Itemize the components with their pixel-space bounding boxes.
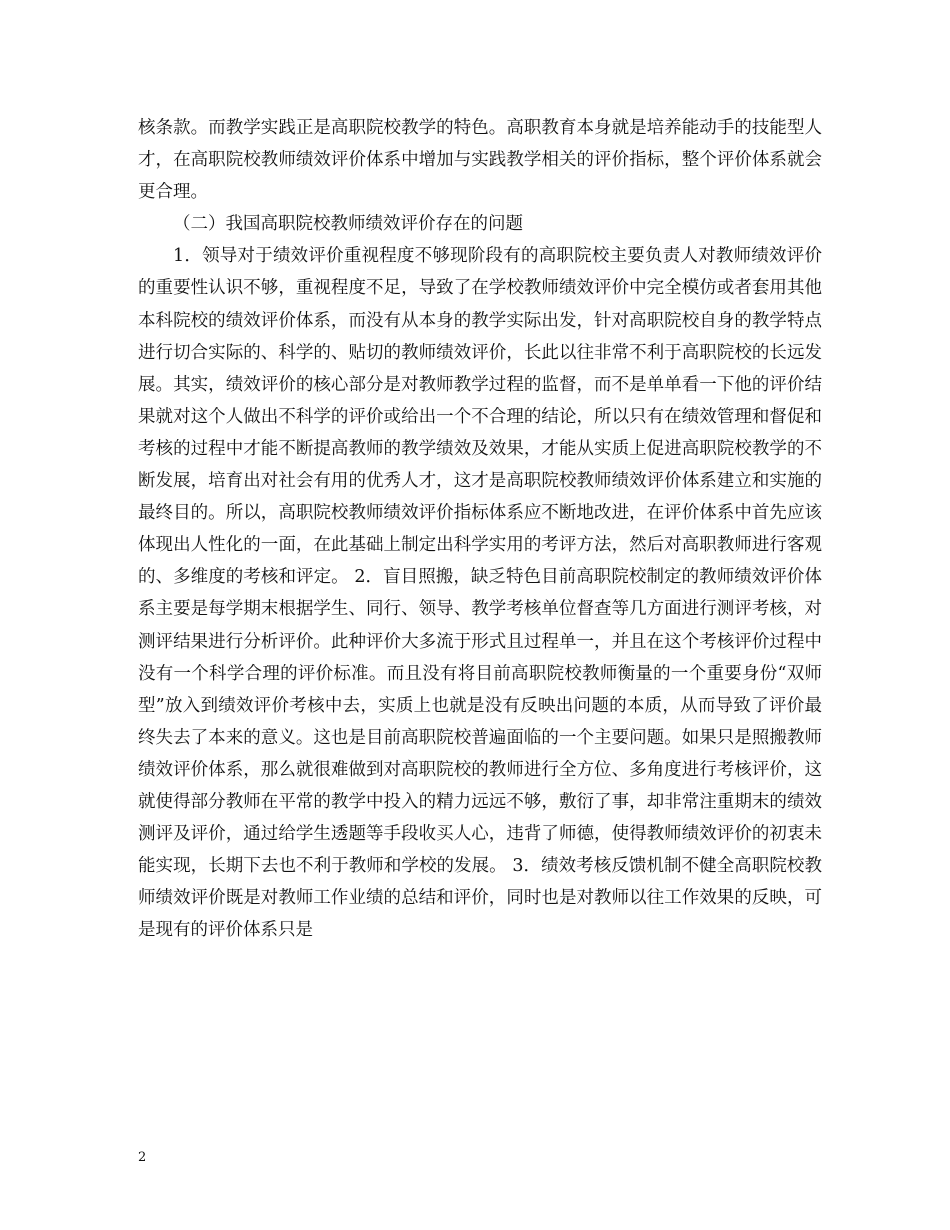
section-heading: （二）我国高职院校教师绩效评价存在的问题 [173,214,523,235]
page-number: 2 [138,1150,147,1165]
body-paragraph-problems: 1．领导对于绩效评价重视程度不够现阶段有的高职院校主要负责人对教师绩效评价的重要性认识不够，重视程度不足，导致了在学校教师绩效评价中完全模仿或者套用其他本科院校的绩效评价体系，而没有从本身的教学实际出发，针对高职院校自身的教学特点进行切合实际的、科学的、贴切的教师绩效评价，长此以往非常不利于高职院校的长远发展。其实，绩效评价的核心部分是对教师教学过程的监督，而不是单单看一下他的评价结果就对这个人做出不科学的评价或给出一个不合理的结论，所以只有在绩效管理和督促和考核的过程中才能不断提高教师的教学绩效及效果，才能从实质上促进高职院校教学的不断发展，培育出对社会有用的优秀人才，这才是高职院校教师绩效评价体系建立和实施的最终目的。所以，高职院校教师绩效评价指标体系应不断地改进，在评价体系中首先应该体现出人性化的一面，在此基础上制定出科学实用的考评方法，然后对高职教师进行客观的、多维度的考核和评定。 2．盲目照搬，缺乏特色目前高职院校制定的教师绩效评价体系主要是每学期末根据学生、同行、领导、教学考核单位督查等几方面进行测评考核，对测评结果进行分析评价。此种评价大多流于形式且过程单一，并且在这个考核评价过程中没有一个科学合理的评价标准。而且没有将目前高职院校教师衡量的一个重要身份“双师型”放入到绩效评价考核中去，实质上也就是没有反映出问题的本质，从而导致了评价最终失去了本来的意义。这也是目前高职院校普遍面临的一个主要问题。如果只是照搬教师绩效评价体系，那么就很难做到对高职院校的教师进行全方位、多角度进行考核评价，这就使得部分教师在平常的教学中投入的精力远远不够，敷衍了事，却非常注重期末的绩效测评及评价，通过给学生透题等手段收买人心，违背了师德，使得教师绩效评价的初衷未能实现，长期下去也不利于教师和学校的发展。 3．绩效考核反馈机制不健全高职院校教师绩效评价既是对教师工作业绩的总结和评价，同时也是对教师以往工作效果的反映，可是现有的评价体系只是 [138,246,822,941]
document-body [138,112,822,946]
body-paragraph-continuation: 核条款。而教学实践正是高职院校教学的特色。高职教育本身就是培养能动手的技能型人才，在高职院校教师绩效评价体系中增加与实践教学相关的评价指标，整个评价体系就会更合理。 [138,118,822,203]
